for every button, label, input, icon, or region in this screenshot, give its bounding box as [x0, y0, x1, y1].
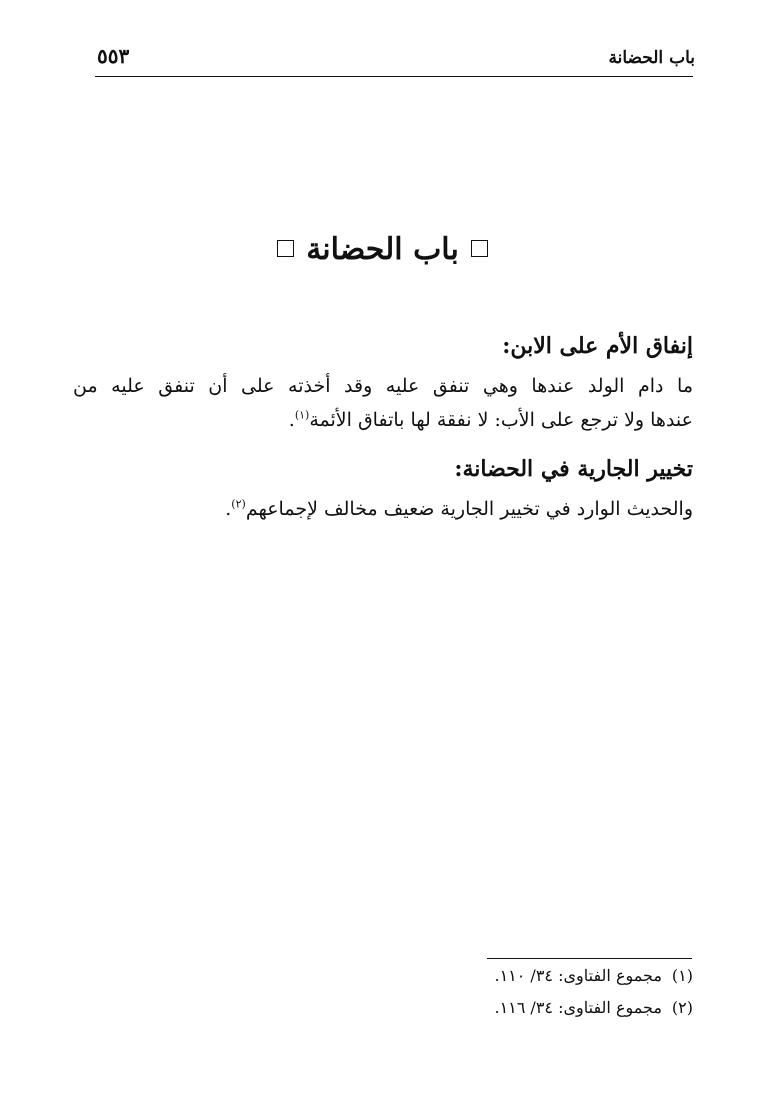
paragraph-line: ما دام الولد عندها وهي تنفق عليه وقد أخذته على أن تنفق عليه من: [73, 375, 693, 397]
section-heading-mother-spending: إنفاق الأم على الابن:: [502, 333, 693, 359]
section-heading-girl-choice: تخيير الجارية في الحضانة:: [454, 456, 693, 482]
chapter-title-text: باب الحضانة: [306, 232, 459, 267]
square-ornament-icon: [277, 240, 294, 257]
header-rule: [95, 76, 693, 77]
footnote-text: مجموع الفتاوى: ٣٤/ ١١٦.: [494, 998, 662, 1017]
footnote-2: [494, 998, 693, 1017]
paragraph-line: [73, 403, 693, 437]
chapter-title: [0, 232, 765, 267]
footnote-marker: (١): [671, 966, 693, 985]
paragraph-line-text: والحديث الوارد في تخيير الجارية ضعيف مخالف لإجماعهم: [245, 498, 693, 520]
paragraph-mother-spending: [73, 369, 693, 437]
paragraph-line: [73, 492, 693, 526]
footnote-rule: [487, 958, 692, 959]
footnote-text: مجموع الفتاوى: ٣٤/ ١١٠.: [494, 966, 662, 985]
page-number: ٥٥٣: [97, 44, 130, 68]
sentence-end: .: [225, 498, 232, 520]
footnote-1: [494, 966, 693, 985]
footnote-reference[interactable]: (٢): [231, 497, 246, 511]
running-title: باب الحضانة: [608, 48, 695, 68]
paragraph-line-text: عندها ولا ترجع على الأب: لا نفقة لها باتفاق الأئمة: [309, 409, 693, 431]
footnote-reference[interactable]: (١): [294, 408, 310, 422]
footnote-marker: (٢): [671, 998, 693, 1017]
paragraph-girl-choice: [73, 492, 693, 526]
sentence-end: .: [288, 409, 295, 431]
square-ornament-icon: [471, 240, 488, 257]
